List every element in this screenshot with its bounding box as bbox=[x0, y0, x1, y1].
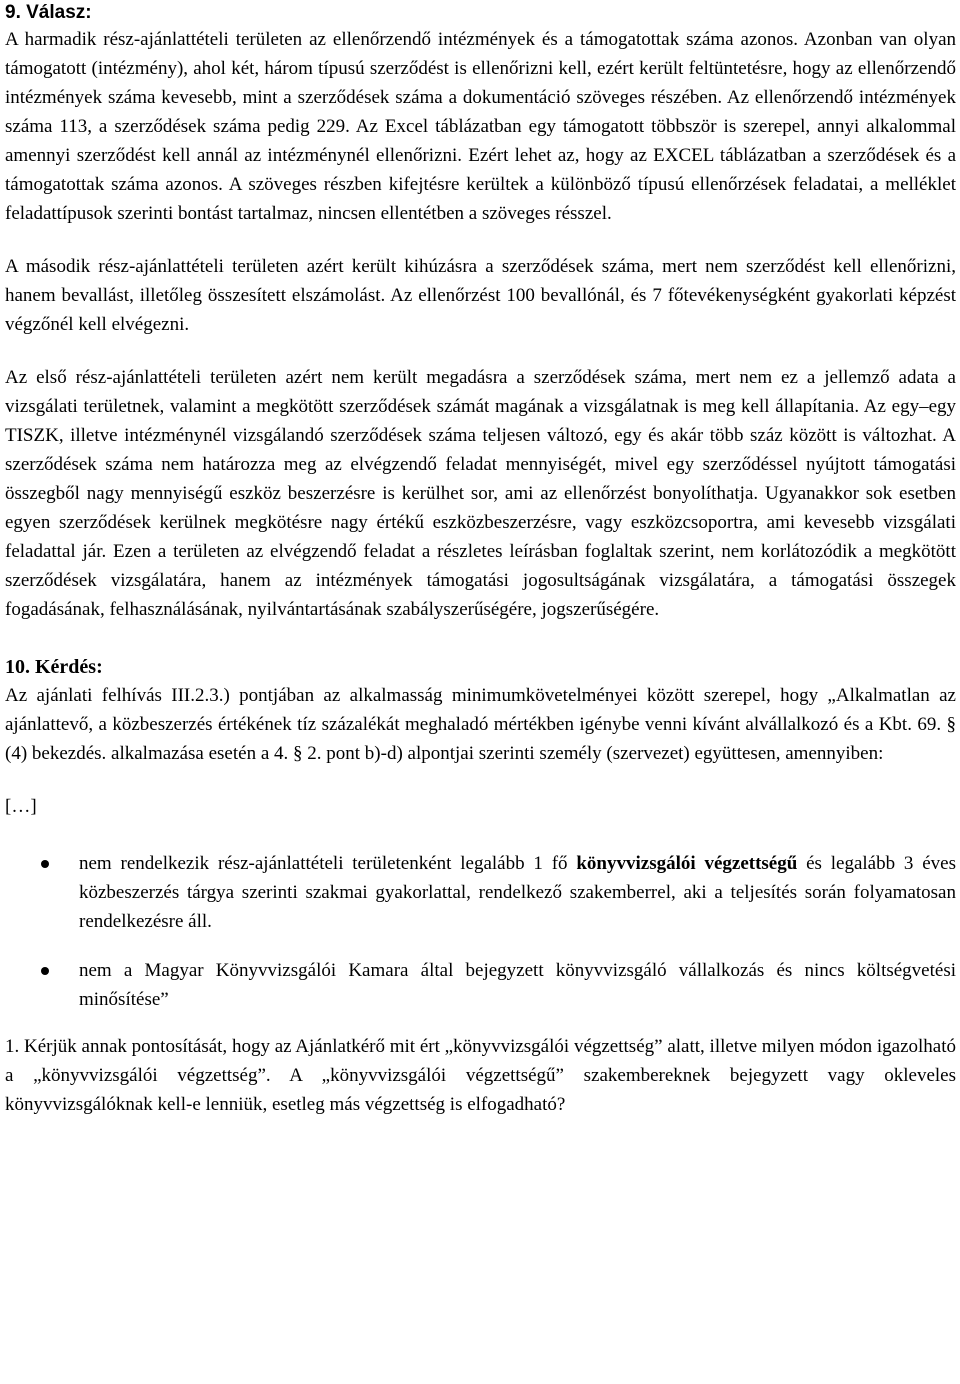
spacer bbox=[5, 768, 956, 792]
question-1: 1. Kérjük annak pontosítását, hogy az Ajánlatkérő mit ért „könyvvizsgálói végzettség” alatt, illetve milyen módon igazolható a „könyvvizsgálói végzettség”. A „könyvvizsgálói végzettségű” szakembereknek bejegyzett vagy okleveles könyvvizsgálóknak kell-e lenniük, esetleg más végzettség is elfogadható? bbox=[5, 1036, 956, 1115]
section-9-paragraph-3: Az első rész-ajánlattételi területen azért nem került megadásra a szerződések száma, mert nem ez a jellemző adata a vizsgálati területnek, valamint a megkötött szerződések számát magának a vizsgálatnak is meg kell állapítania. Az egy–egy TISZK, illetve intézménynél vizsgálandó szerződések száma teljesen változó, egy és akár több száz között is változhat. A szerződések száma nem határozza meg az elvégzendő feladat mennyiségét, mivel egy szerződéssel nyújtott támogatási összegből nagy mennyiségű eszköz beszerzésre is kerülhet sor, ami az ellenőrzést bonyolíthatja. Ugyanakkor sok esetben egyen szerződések kerülnek megkötésre nagy értékű eszközbeszerzésre, vagy eszközcsoportra, ami kevesebb vizsgálati feladattal jár. Ezen a területen az elvégzendő feladat a részletes leírásban foglaltak szerint, nem korlátozódik a megkötött szerződések vizsgálatára, hanem az intézmények támogatási jogosultságának vizsgálatára, a támogatási összegek fogadásának, felhasználásának, nyilvántartásának szabályszerűségére, jogszerűségére. bbox=[5, 367, 956, 620]
requirements-list bbox=[5, 849, 956, 1014]
section-9-paragraph-1-part-a: A harmadik rész-ajánlattételi területen az ellenőrzendő intézmények és a támogatottak száma azonos. Azonban van olyan támogatott (intézmény), ahol két, három típusú szerződést is ellenőrizni kell, ezért került feltüntetésre, hogy az ellenőrzendő intézmények száma kevesebb, mint a szerződések száma a dokumentáció szöveges részében. Az ellenőrzendő intézmények száma 113, a szerződések száma pedig 229. bbox=[5, 29, 956, 137]
section-9-paragraph-2: A második rész-ajánlattételi területen azért került kihúzásra a szerződések száma, mert nem szerződést kell ellenőrizni, hanem bevallást, illetőleg összesített elszámolást. Az ellenőrzést 100 bevallónál, és 7 főtevékenységként gyakorlati képzést végzőnél kell elvégezni. bbox=[5, 256, 956, 335]
section-10-heading: 10. Kérdés: bbox=[5, 656, 103, 678]
bullet-1-text bbox=[79, 849, 956, 936]
spacer bbox=[5, 228, 956, 252]
bullet-1-bold: könyvvizsgálói végzettségű bbox=[576, 853, 798, 874]
spacer bbox=[5, 624, 956, 654]
bullet-1-pre: nem rendelkezik rész-ajánlattételi területenként legalább 1 fő bbox=[79, 853, 577, 874]
list-item bbox=[5, 849, 956, 936]
section-9-heading: 9. Válasz: bbox=[5, 2, 92, 23]
spacer bbox=[5, 821, 956, 849]
list-item bbox=[5, 956, 956, 1014]
section-10-intro: Az ajánlati felhívás III.2.3.) pontjában az alkalmasság minimumkövetelményei között szerepel, hogy „Alkalmatlan az ajánlattevő, a közbeszerzés értékének tíz százalékát meghaladó mértékben igénybe venni kívánt alvállalkozó és a Kbt. 69. § (4) bekezdés. alkalmazása esetén a 4. § 2. pont b)-d) alpontjai szerinti személy (szervezet) együttesen, amennyiben: bbox=[5, 685, 956, 764]
spacer bbox=[5, 1014, 956, 1032]
section-9-paragraph-1 bbox=[5, 25, 956, 228]
ellipsis-marker: […] bbox=[5, 796, 37, 817]
section-9-paragraph-1-part-b: Az Excel táblázatban egy támogatott többször is szerepel, annyi alkalommal amennyi szerződést kell annál az intézménynél ellenőrizni. Ezért lehet az, hogy az EXCEL táblázatban a szerződések és a támogatottak száma azonos. A szöveges részben kifejtésre kerültek a különböző típusú ellenőrzések feladatai, a melléklet feladattípusok szerinti bontást tartalmaz, nincsen ellentétben a szöveges résszel. bbox=[5, 116, 956, 224]
spacer bbox=[5, 339, 956, 363]
spacer bbox=[5, 936, 956, 956]
bullet-1-post: és legalább 3 éves közbeszerzés tárgya szerinti szakmai gyakorlattal, rendelkező szakemberrel, aki a teljesítés során folyamatosan rendelkezésre áll. bbox=[79, 853, 956, 932]
bullet-icon bbox=[41, 860, 49, 868]
bullet-icon bbox=[41, 967, 49, 975]
bullet-2-text: nem a Magyar Könyvvizsgálói Kamara által bejegyzett könyvvizsgáló vállalkozás és nincs költségvetési minősítése” bbox=[79, 960, 956, 1010]
